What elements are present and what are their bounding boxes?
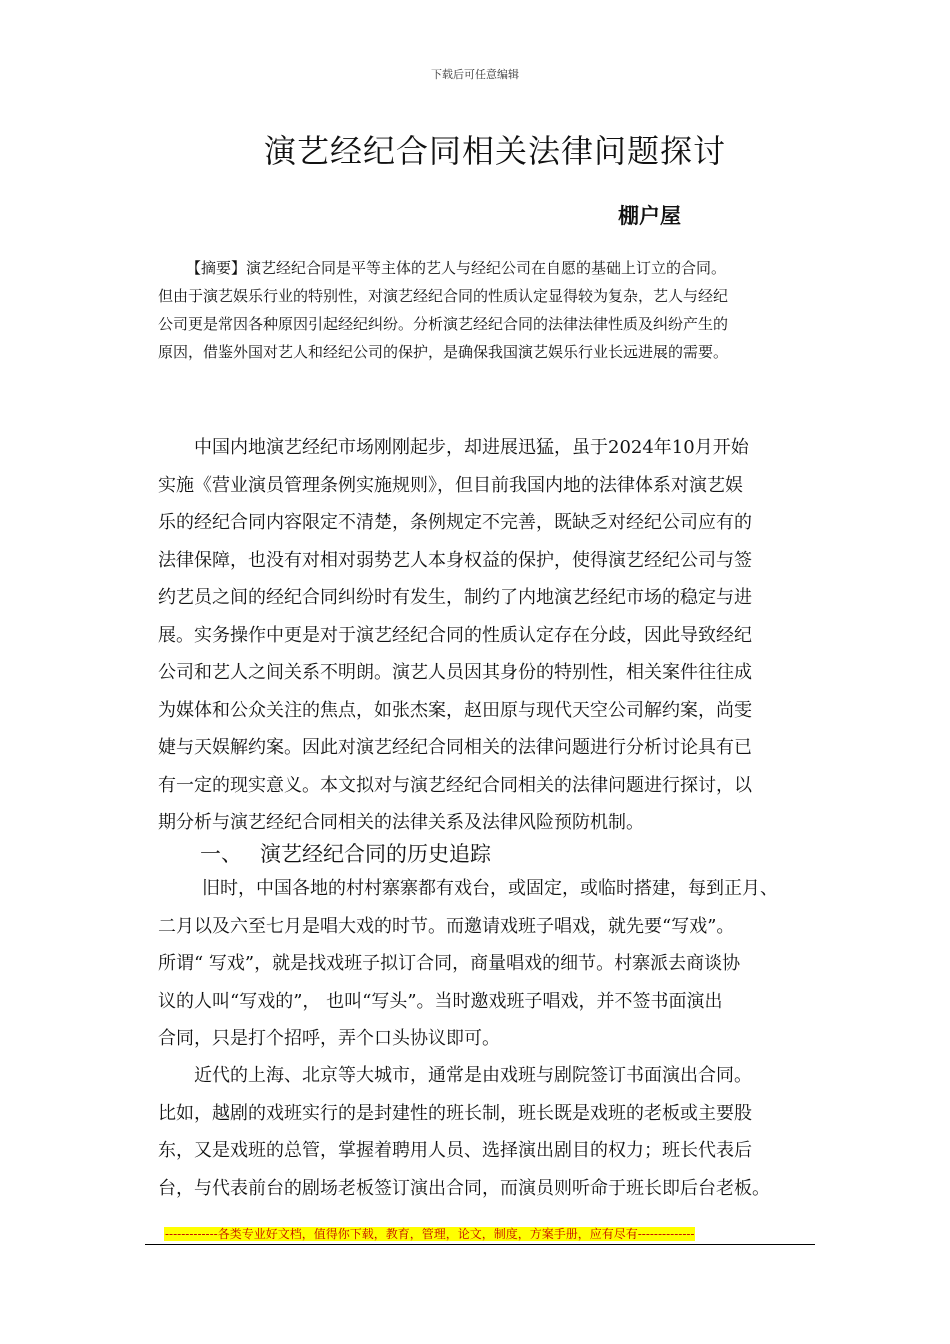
history-line: 比如，越剧的戏班实行的是封建性的班长制，班长既是戏班的老板或主要股 — [158, 1102, 752, 1124]
history-line: 议的人叫“写戏的”， 也叫“写头”。当时邀戏班子唱戏，并不签书面演出 — [158, 990, 723, 1012]
intro-line: 展。实务操作中更是对于演艺经纪合同的性质认定存在分歧，因此导致经纪 — [158, 624, 752, 646]
intro-line: 实施《营业演员管理条例实施规则》，但目前我国内地的法律体系对演艺娱 — [158, 474, 743, 496]
history-line: 东，又是戏班的总管，掌握着聘用人员、选择演出剧目的权力；班长代表后 — [158, 1140, 752, 1161]
intro-line: 乐的经纪合同内容限定不清楚，条例规定不完善，既缺乏对经纪公司应有的 — [158, 512, 752, 533]
history-line: 近代的上海、北京等大城市，通常是由戏班与剧院签订书面演出合同。 — [194, 1065, 752, 1086]
header-note: 下载后可任意编辑 — [431, 68, 519, 81]
history-paragraph-2 — [158, 1057, 798, 1207]
document-title: 演艺经纪合同相关法律问题探讨 — [263, 132, 726, 170]
footer-banner: -------------各类专业好文档，值得你下载，教育，管理，论文，制度，方案手册，应有尽有-------------- — [165, 1227, 695, 1241]
section-title: 演艺经纪合同的历史追踪 — [260, 842, 491, 866]
intro-line: 为媒体和公众关注的焦点，如张杰案，赵田原与现代天空公司解约案，尚雯 — [158, 699, 752, 721]
abstract-paragraph — [158, 254, 798, 366]
intro-line: 期分析与演艺经纪合同相关的法律关系及法律风险预防机制。 — [158, 812, 644, 833]
section-heading-1 — [200, 838, 491, 868]
intro-line: 中国内地演艺经纪市场刚刚起步，却进展迅猛，虽于2024年10月开始 — [194, 437, 749, 458]
section-number: 一、 — [200, 842, 242, 866]
history-line: 二月以及六至七月是唱大戏的时节。而邀请戏班子唱戏，就先要“写戏”。 — [158, 915, 735, 937]
history-line: 台，与代表前台的剧场老板签订演出合同，而演员则听命于班长即后台老板。 — [158, 1177, 770, 1199]
abstract-line: 但由于演艺娱乐行业的特别性，对演艺经纪合同的性质认定显得较为复杂，艺人与经纪 — [158, 287, 729, 305]
abstract-line: 【摘要】演艺经纪合同是平等主体的艺人与经纪公司在自愿的基础上订立的合同。 — [186, 259, 727, 277]
intro-line: 法律保障，也没有对相对弱势艺人本身权益的保护，使得演艺经纪公司与签 — [158, 549, 752, 571]
abstract-line: 原因，借鉴外国对艺人和经纪公司的保护，是确保我国演艺娱乐行业长远进展的需要。 — [158, 343, 729, 361]
author-name: 棚户屋 — [618, 204, 681, 228]
intro-line: 约艺员之间的经纪合同纠纷时有发生，制约了内地演艺经纪市场的稳定与进 — [158, 587, 752, 608]
intro-paragraph — [158, 429, 798, 842]
intro-line: 公司和艺人之间关系不明朗。演艺人员因其身份的特别性，相关案件往往成 — [158, 662, 752, 683]
history-line: 所谓“ 写戏”，就是找戏班子拟订合同，商量唱戏的细节。村寨派去商谈协 — [158, 953, 741, 974]
intro-line: 婕与天娱解约案。因此对演艺经纪合同相关的法律问题进行分析讨论具有已 — [158, 737, 752, 758]
history-line: 旧时，中国各地的村村寨寨都有戏台，或固定，或临时搭建，每到正月、 — [202, 878, 778, 899]
intro-line: 有一定的现实意义。本文拟对与演艺经纪合同相关的法律问题进行探讨，以 — [158, 774, 752, 796]
footer-divider — [145, 1244, 815, 1245]
history-paragraph-1 — [158, 870, 798, 1058]
history-line: 合同，只是打个招呼，弄个口头协议即可。 — [158, 1028, 500, 1049]
abstract-line: 公司更是常因各种原因引起经纪纠纷。分析演艺经纪合同的法律法律性质及纠纷产生的 — [158, 315, 729, 333]
